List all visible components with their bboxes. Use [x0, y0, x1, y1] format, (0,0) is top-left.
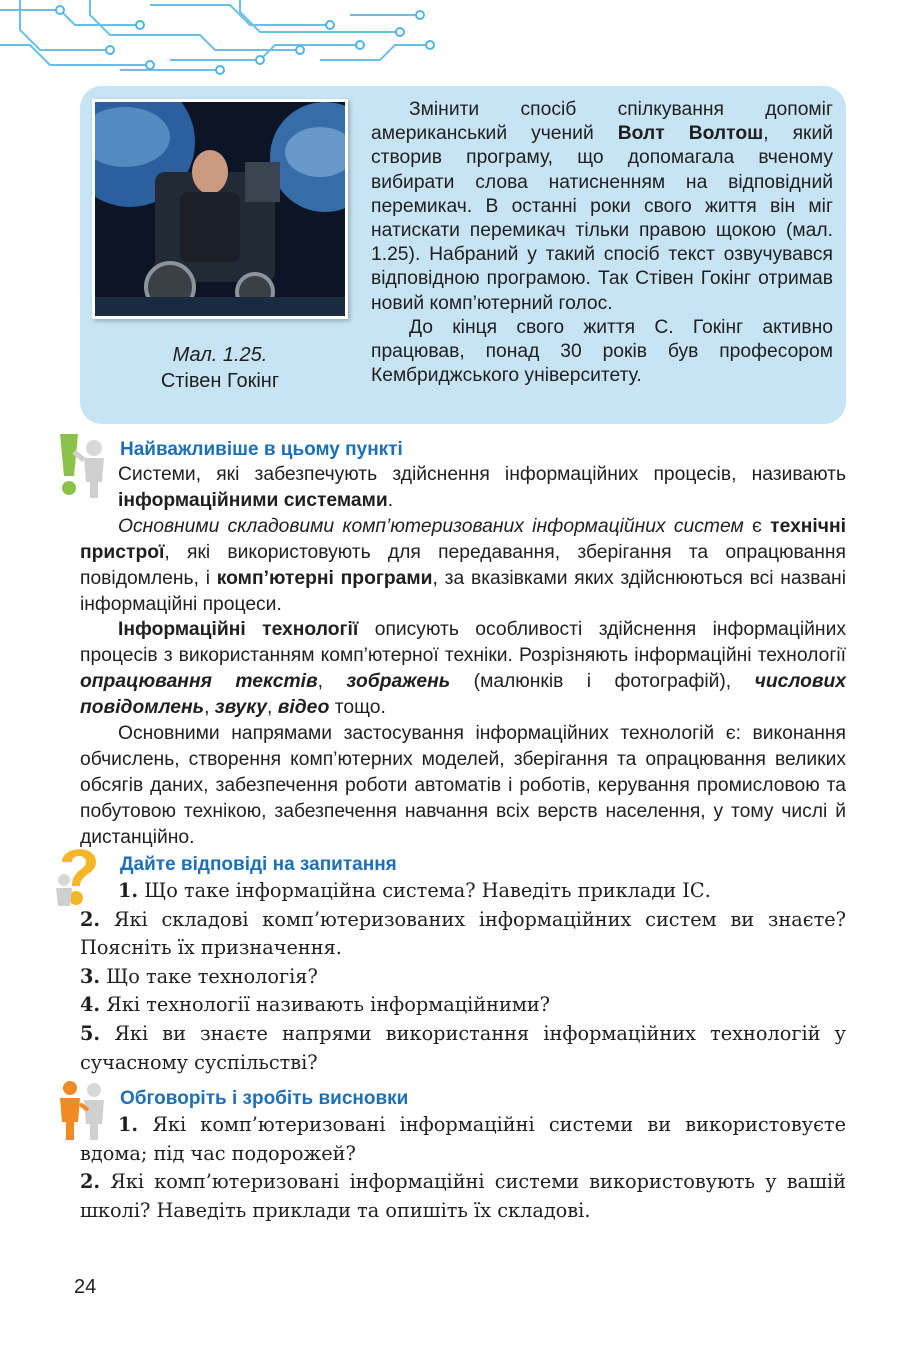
bold-italic-run: опрацювання текстів — [80, 671, 318, 693]
text-run: Системи, які забезпечують здійснення інформаційних процесів, називають — [118, 464, 846, 485]
question-number: 1. — [118, 879, 139, 902]
discuss-number: 2. — [80, 1170, 101, 1194]
discuss-text: Які комп’ютеризовані інформаційні системи ви використовуєте вдома; під час подорожей? — [80, 1113, 846, 1165]
discuss-number: 1. — [118, 1113, 139, 1136]
bold-italic-run: відео — [277, 697, 330, 719]
info-paragraph-2: До кінця свого життя С. Гокінг активно працював, понад 30 років був професором Кембриджського університету. — [371, 316, 833, 387]
bold-run: Волт Волтош — [617, 123, 764, 145]
question-item — [80, 906, 846, 963]
discuss-list — [80, 1111, 846, 1225]
question-text: Які складові комп’ютеризованих інформаційних систем ви знаєте? Поясніть їх призначення. — [80, 907, 846, 960]
text-run: , які використовують для передавання, зберігання та опрацювання повідомлень, і — [80, 541, 846, 589]
text-run: описують особливості здійснення інформаційних процесів з використанням комп’ютерної техніки. Розрізняють інформаційні технології — [80, 619, 846, 667]
text-run: . — [387, 489, 394, 511]
info-box-text — [371, 98, 833, 388]
text-run: , — [267, 697, 278, 719]
hawking-photo — [92, 99, 348, 319]
key-paragraph-2 — [80, 514, 846, 618]
page-number: 24 — [74, 1276, 97, 1298]
text-run: , за вказівками яких здійснюються всі названі інформаційні процеси. — [80, 567, 846, 615]
section-title-key: Найважливіше в цьому пункті — [120, 439, 403, 460]
discuss-item — [80, 1111, 846, 1168]
text-run: тощо. — [329, 697, 386, 719]
italic-run: Основними складовими комп’ютеризованих інформаційних систем — [118, 515, 744, 537]
question-item — [80, 1020, 846, 1077]
figure-caption-label: Мал. 1.25. — [172, 344, 268, 366]
question-number: 3. — [80, 964, 101, 988]
text-run: , — [204, 697, 215, 719]
question-number: 5. — [80, 1021, 101, 1045]
discuss-item — [80, 1168, 846, 1225]
question-number: 4. — [80, 993, 101, 1017]
section-title-questions: Дайте відповіді на запитання — [120, 854, 397, 875]
question-text: Що таке технологія? — [100, 964, 318, 988]
discuss-text: Які комп’ютеризовані інформаційні системи використовують у вашій школі? Наведіть приклади та опишіть їх складові. — [80, 1170, 846, 1222]
text-run: (малюнків і фотографій), — [450, 671, 755, 693]
question-item — [80, 877, 846, 906]
text-run: є — [743, 515, 771, 537]
question-text: Які технології називають інформаційними? — [100, 993, 551, 1017]
bold-italic-run: числових повідомлень — [80, 671, 847, 719]
key-paragraph-4: Основними напрямами застосування інформаційних технологій є: виконання обчислень, створення комп’ютерних моделей, зберігання та опрацювання великих обсягів даних, забезпечення роботи автоматів і роботів, керування промисловою та побутовою технікою, забезпечення навчання всіх верств населення, у тому числі й дистанційно. — [80, 723, 846, 848]
key-points-text — [80, 462, 846, 851]
question-item — [80, 963, 846, 992]
key-paragraph-1 — [80, 462, 846, 514]
question-text: Що таке інформаційна система? Наведіть приклади ІС. — [138, 879, 711, 902]
text-run: , який створив програму, що допомагала вченому вибирати слова натисненням на відповідний перемикач. В останні роки свого життя він міг натискати перемикач тільки правою щокою (мал. 1.25). Набраний у такий спосіб текст озвучувався відповідною програмою. Так Стівен Гокінг отримав новий комп’ютерний голос. — [371, 123, 834, 314]
text-run: , — [317, 671, 347, 693]
bold-run: інформаційними системами — [118, 489, 388, 511]
bold-run: комп’ютерні програми — [216, 567, 433, 589]
bold-run: технічні пристрої — [80, 515, 846, 563]
question-text: Які ви знаєте напрями використання інформаційних технологій у сучасному суспільстві? — [80, 1021, 846, 1074]
info-paragraph-1 — [371, 98, 833, 316]
bold-italic-run: звуку — [214, 697, 268, 719]
questions-list — [80, 877, 846, 1077]
bold-italic-run: зображень — [346, 671, 451, 693]
figure-caption-name: Стівен Гокінг — [160, 370, 280, 392]
key-paragraph-3 — [80, 617, 846, 721]
figure-caption — [92, 342, 348, 394]
question-item — [80, 991, 846, 1020]
question-number: 2. — [80, 907, 101, 931]
bold-run: Інформаційні технології — [118, 619, 359, 641]
circuit-decoration — [0, 0, 440, 75]
text-run: Змінити спосіб спілкування допоміг американський учений — [371, 99, 833, 145]
section-title-discuss: Обговоріть і зробіть висновки — [120, 1088, 409, 1109]
